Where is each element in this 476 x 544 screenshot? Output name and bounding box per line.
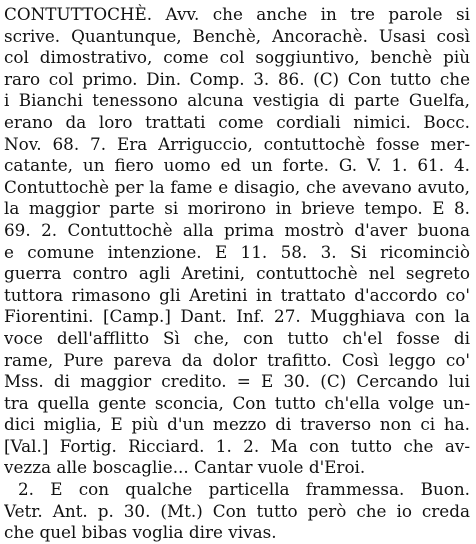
text-line: Vetr. Ant. p. 30. (Mt.) Con tutto però che io creda <box>4 500 470 521</box>
text-line: e comune intenzione. E 11. 58. 3. Si ricominciò <box>4 241 470 262</box>
text-line: catante, un fiero uomo ed un forte. G. V. 1. 61. 4. <box>4 155 470 176</box>
text-line: dici miglia, E più d'un mezzo di traverso non ci ha. <box>4 414 470 435</box>
text-line: guerra contro agli Aretini, contuttochè nel segreto <box>4 263 470 284</box>
text-line: Contuttochè per la fame e disagio, che avevano avuto, <box>4 176 470 197</box>
text-line: Nov. 68. 7. Era Arriguccio, contuttochè fosse mer- <box>4 133 470 154</box>
text-line: la maggior parte si morirono in brieve tempo. E 8. <box>4 198 470 219</box>
text-line: tra quella gente sconcia, Con tutto ch'ella volge un- <box>4 392 470 413</box>
text-line: che quel bibas voglia dire vivas. <box>4 522 277 543</box>
text-line: i Bianchi tenessono alcuna vestigia di parte Guelfa, <box>4 90 470 111</box>
text-line: raro col primo. Din. Comp. 3. 86. (C) Con tutto che <box>4 68 470 89</box>
text-line: scrive. Quantunque, Benchè, Ancorachè. Usasi così <box>4 25 470 46</box>
text-line: Mss. di maggior credito. = E 30. (C) Cercando lui <box>4 371 470 392</box>
text-line: vezza alle boscaglie... Cantar vuole d'Eroi. <box>4 457 366 478</box>
text-line: 2. E con qualche particella frammessa. Buon. <box>18 479 470 500</box>
text-line: erano da loro trattati come cordiali nimici. Bocc. <box>4 111 470 132</box>
text-line: voce dell'afflitto Sì che, con tutto ch'el fosse di <box>4 327 470 348</box>
text-line: Fiorentini. [Camp.] Dant. Inf. 27. Mugghiava con la <box>4 306 470 327</box>
text-line: CONTUTTOCHÈ. Avv. che anche in tre parole si <box>4 4 470 24</box>
text-line: rame, Pure pareva da dolor trafitto. Così leggo co' <box>4 349 470 370</box>
text-line: col dimostrativo, come col soggiuntivo, benchè più <box>4 47 470 68</box>
text-line: 69. 2. Contuttochè alla prima mostrò d'aver buona <box>4 219 470 240</box>
text-line: [Val.] Fortig. Ricciard. 1. 2. Ma con tutto che av- <box>4 435 470 456</box>
text-line: tuttora rimasono gli Aretini in trattato d'accordo co' <box>4 284 470 305</box>
